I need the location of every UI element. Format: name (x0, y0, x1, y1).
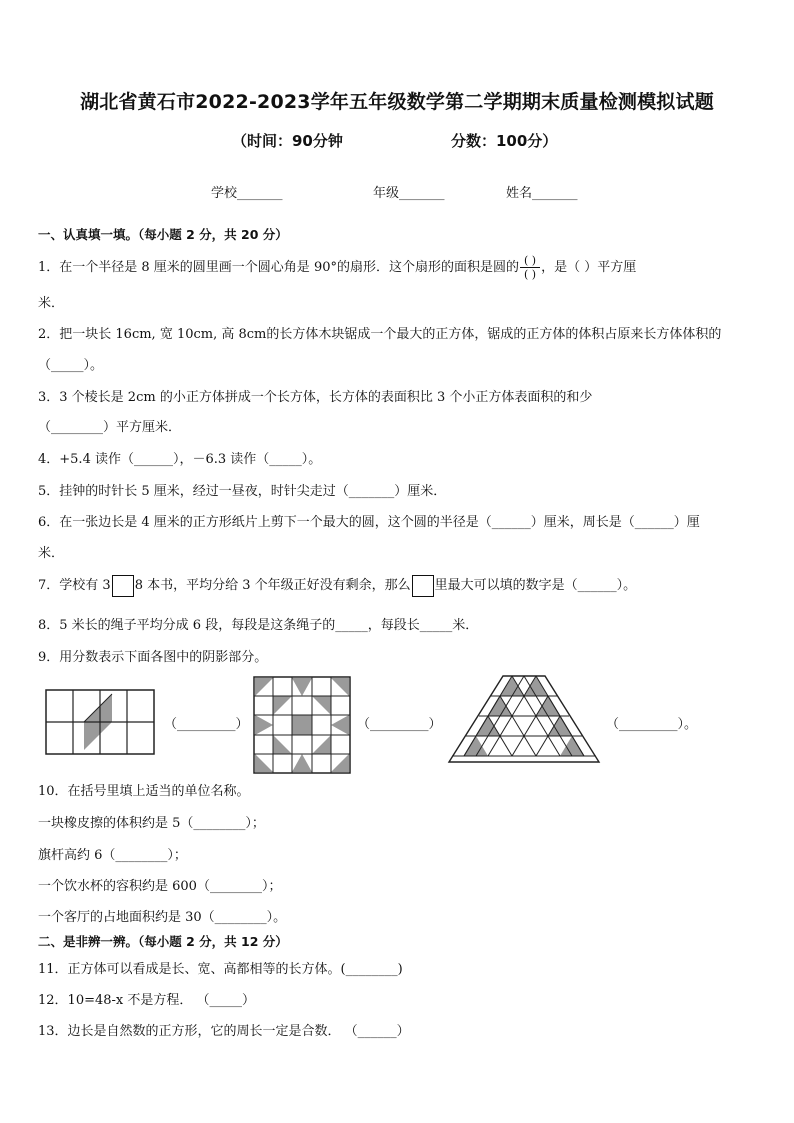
q9-blank-3: （_________）。 (606, 717, 698, 732)
q1-continuation: 米． (38, 296, 65, 311)
question-1 (38, 254, 636, 281)
question-5: 5．挂钟的时针长 5 厘米，经过一昼夜，时针尖走过（_______）厘米． (38, 484, 447, 499)
grade-field: 年级_______ (373, 186, 445, 201)
q9-blank-1: （_________） (164, 717, 249, 732)
q2-continuation: （_____）。 (38, 358, 104, 373)
q1-denominator: ( ) (523, 268, 537, 281)
question-12: 12．10=48-x 不是方程． （_____） (38, 993, 256, 1008)
question-9: 9．用分数表示下面各图中的阴影部分。 (38, 650, 268, 665)
q7-text-2: 8 本书，平均分给 3 个年级正好没有剩余，那么 (134, 578, 411, 593)
question-8: 8．5 米长的绳子平均分成 6 段，每段是这条绳子的_____，每段长_____米． (38, 618, 479, 633)
school-field: 学校_______ (211, 186, 283, 201)
q7-text: 7．学校有 3 (38, 578, 111, 593)
q1-numerator: ( ) (520, 254, 540, 268)
question-11: 11．正方体可以看成是长、宽、高都相等的长方体。(________) (38, 962, 403, 977)
exam-time: （时间：90分钟 (232, 132, 343, 150)
question-10: 10．在括号里填上适当的单位名称。 (38, 784, 250, 799)
name-field: 姓名_______ (506, 186, 578, 201)
figure-trapezoid (444, 674, 604, 766)
section2-heading: 二、是非辨一辨。（每小题 2 分，共 12 分） (38, 934, 288, 949)
question-4: 4．+5.4 读作（______），－6.3 读作（_____）。 (38, 452, 322, 467)
question-6: 6．在一张边长是 4 厘米的正方形纸片上剪下一个最大的圆，这个圆的半径是（______）厘米，周长是（______）厘 (38, 515, 700, 530)
q7-text-3: 里最大可以填的数字是（______）。 (434, 578, 637, 593)
q10-item-b: 旗杆高约 6（________）； (38, 848, 187, 863)
q9-blank-2: （_________） (357, 717, 442, 732)
section1-heading: 一、认真填一填。（每小题 2 分，共 20 分） (38, 227, 288, 242)
exam-score: 分数：100分） (451, 132, 558, 150)
q1-text-2: ，是（ ）平方厘 (541, 260, 637, 275)
q1-text: 1．在一个半径是 8 厘米的圆里画一个圆心角是 90°的扇形．这个扇形的面积是圆的 (38, 260, 519, 275)
question-3: 3．3 个棱长是 2cm 的小正方体拼成一个长方体，长方体的表面积比 3 个小正方体表面积的和少 (38, 390, 593, 405)
q10-item-a: 一块橡皮擦的体积约是 5（________）； (38, 816, 265, 831)
q7-box-reference (412, 575, 434, 597)
q7-answer-box[interactable] (112, 575, 134, 597)
q10-item-c: 一个饮水杯的容积约是 600（________）； (38, 879, 282, 894)
q3-continuation: （________）平方厘米． (38, 420, 182, 435)
question-13: 13．边长是自然数的正方形，它的周长一定是合数． （______） (38, 1024, 410, 1039)
question-7 (38, 574, 636, 597)
question-2: 2．把一块长 16cm, 宽 10cm, 高 8cm的长方体木块锯成一个最大的正方体，锯成的正方体的体积占原来长方体体积的 (38, 327, 722, 342)
figure-rect-grid (44, 688, 156, 758)
q6-continuation: 米． (38, 546, 65, 561)
figure-square-grid (252, 675, 352, 775)
q1-fraction (520, 254, 540, 281)
shaded-triangle-2 (84, 722, 112, 750)
q10-item-d: 一个客厅的占地面积约是 30（________）。 (38, 910, 287, 925)
page-title: 湖北省黄石市2022-2023学年五年级数学第二学期期末质量检测模拟试题 (80, 91, 714, 113)
